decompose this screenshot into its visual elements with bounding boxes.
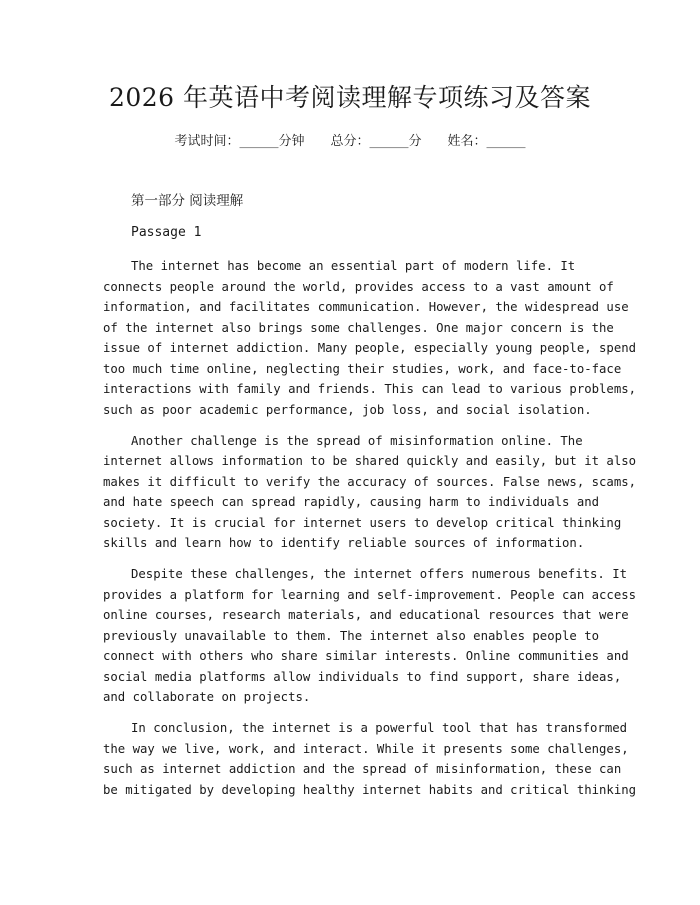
paragraph-3: [103, 564, 637, 708]
text-line: Another challenge is the spread of misinformation online. The: [131, 433, 583, 448]
text-line: provides a platform for learning and self-improvement. People can access: [103, 587, 637, 602]
paragraph-1: [103, 256, 637, 420]
exam-time-field: 考试时间：______分钟: [174, 134, 305, 149]
text-line: connects people around the world, provides access to a vast amount of: [103, 279, 614, 294]
text-line: such as internet addiction and the spread of misinformation, these can: [103, 762, 622, 776]
total-score-field: 总分：______分: [330, 134, 422, 149]
text-line: internet allows information to be shared quickly and easily, but it also: [103, 454, 637, 468]
passage-label: Passage 1: [131, 225, 202, 240]
passage-body: [103, 256, 637, 811]
text-line: society. It is crucial for internet users to develop critical thinking: [103, 515, 622, 530]
text-line: connect with others who share similar interests. Online communities and: [103, 649, 629, 663]
page-title: 2026 年英语中考阅读理解专项练习及答案: [108, 83, 592, 112]
text-line: online courses, research materials, and educational resources that were: [103, 608, 629, 622]
paragraph-2: [103, 431, 637, 554]
text-line: In conclusion, the internet is a powerful tool that has transformed: [131, 721, 628, 735]
text-line: interactions with family and friends. This can lead to various problems,: [103, 382, 637, 396]
text-line: social media platforms allow individuals to find support, share ideas,: [103, 669, 622, 684]
text-line: too much time online, neglecting their studies, work, and face-to-face: [103, 361, 622, 376]
text-line: the way we live, work, and interact. While it presents some challenges,: [103, 741, 629, 756]
paragraph-4: [103, 718, 637, 800]
exam-info-line: [0, 133, 700, 151]
text-line: previously unavailable to them. The internet also enables people to: [103, 628, 600, 643]
student-name-field: 姓名：______: [447, 134, 526, 149]
text-line: of the internet also brings some challenges. One major concern is the: [103, 320, 614, 335]
text-line: skills and learn how to identify reliable sources of information.: [103, 536, 585, 550]
text-line: and hate speech can spread rapidly, causing harm to individuals and: [103, 495, 600, 509]
section-heading: 第一部分 阅读理解: [131, 193, 244, 209]
text-line: makes it difficult to verify the accuracy of sources. False news, scams,: [103, 474, 637, 489]
text-line: issue of internet addiction. Many people, especially young people, spend: [103, 341, 637, 355]
text-line: and collaborate on projects.: [103, 690, 311, 704]
text-line: such as poor academic performance, job loss, and social isolation.: [103, 402, 592, 417]
text-line: The internet has become an essential part of modern life. It: [131, 259, 576, 273]
text-line: be mitigated by developing healthy internet habits and critical thinking: [103, 782, 637, 797]
text-line: information, and facilitates communication. However, the widespread use: [103, 300, 629, 314]
text-line: Despite these challenges, the internet offers numerous benefits. It: [131, 567, 628, 581]
